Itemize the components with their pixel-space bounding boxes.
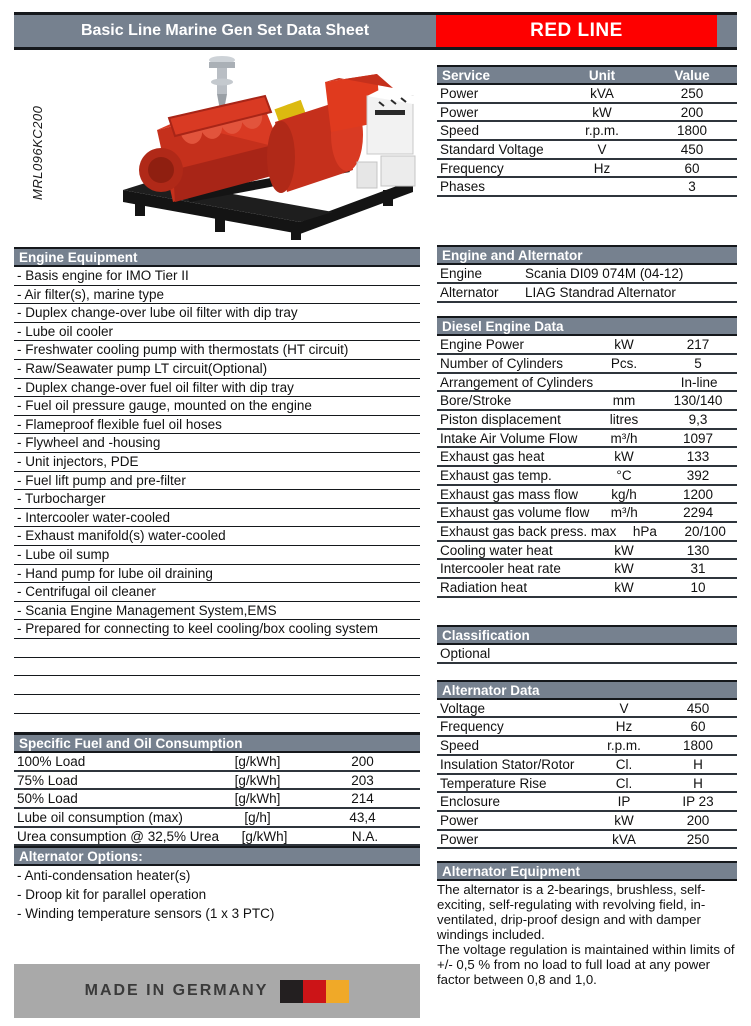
paragraph: The voltage regulation is maintained within limits of +/- 0,5 % from no load to full load at any power factor between 0,8 and 1,0. (437, 941, 735, 987)
alternator-data-body (437, 700, 737, 850)
list-item: - Exhaust manifold(s) water-cooled (14, 527, 420, 546)
flag-red-stripe (303, 980, 326, 1003)
table-row: Urea consumption @ 32,5% Urea [g/kWh] N.A. (14, 828, 420, 847)
section-title: Specific Fuel and Oil Consumption (14, 733, 420, 753)
list-item: - Prepared for connecting to keel cooling/box cooling system (14, 620, 420, 639)
table-row: Piston displacement litres 9,3 (437, 411, 737, 430)
list-item: - Unit injectors, PDE (14, 453, 420, 472)
list-item: - Raw/Seawater pump LT circuit(Optional) (14, 360, 420, 379)
list-item: - Freshwater cooling pump with thermostats (HT circuit) (14, 341, 420, 360)
table-row: Exhaust gas mass flow kg/h 1200 (437, 486, 737, 505)
table-row: Speed r.p.m. 1800 (437, 737, 737, 756)
alternator-data-section (437, 680, 737, 850)
list-item: - Droop kit for parallel operation (17, 887, 207, 903)
table-row: Lube oil consumption (max) [g/h] 43,4 (14, 809, 420, 828)
section-title: Alternator Equipment (437, 861, 737, 881)
service-table (437, 65, 737, 197)
german-flag-icon (280, 980, 349, 1003)
left-column (14, 247, 420, 923)
table-row: 75% Load [g/kWh] 203 (14, 772, 420, 791)
section-title: Diesel Engine Data (437, 316, 737, 336)
list-item: - Intercooler water-cooled (14, 509, 420, 528)
alternator-equipment-section (437, 861, 737, 987)
page-title: Basic Line Marine Gen Set Data Sheet (14, 15, 436, 47)
table-row: Engine Scania DI09 074M (04-12) (437, 265, 737, 284)
table-row: Exhaust gas back press. max hPa 20/100 (437, 523, 737, 542)
header-bar (14, 12, 737, 50)
list-item: - Anti-condensation heater(s) (17, 868, 191, 884)
fuel-consumption-body (14, 753, 420, 846)
list-item: - Hand pump for lube oil draining (14, 565, 420, 584)
list-item: - Centrifugal oil cleaner (14, 583, 420, 602)
section-title: Engine Equipment (14, 247, 420, 267)
table-row: Enclosure IP IP 23 (437, 793, 737, 812)
blank-row (14, 714, 420, 733)
engine-equipment-section (14, 247, 420, 733)
table-row: Standard Voltage V 450 (437, 141, 737, 160)
table-row: Radiation heat kW 10 (437, 579, 737, 598)
col-header-unit: Unit (588, 68, 616, 83)
right-column (437, 65, 737, 988)
table-row: Intercooler heat rate kW 31 (437, 560, 737, 579)
table-row: Power kW 200 (437, 812, 737, 831)
service-table-body (437, 85, 737, 197)
service-table-header (437, 65, 737, 85)
table-row: Power kVA 250 (437, 85, 737, 104)
list-item: - Winding temperature sensors (1 x 3 PTC) (17, 906, 275, 922)
blank-row (14, 658, 420, 677)
table-row: 50% Load [g/kWh] 214 (14, 790, 420, 809)
made-in-germany-label: MADE IN GERMANY (84, 982, 269, 999)
list-item: - Turbocharger (14, 490, 420, 509)
table-row: Power kVA 250 (437, 831, 737, 850)
genset-image (95, 52, 430, 242)
paragraph: The alternator is a 2-bearings, brushless, self-exciting, self-regulating with revolving field, in-ventilated, drip-proof design and with damper windings included. (437, 882, 706, 942)
list-item: - Duplex change-over fuel oil filter with dip tray (14, 379, 420, 398)
model-code-label: MRL096KC200 (30, 105, 45, 200)
genset-illustration (95, 52, 430, 242)
table-row: Phases 3 (437, 178, 737, 197)
section-title: Alternator Options: (14, 846, 420, 866)
table-row: Voltage V 450 (437, 700, 737, 719)
list-item: - Basis engine for IMO Tier II (14, 267, 420, 286)
brand-badge: RED LINE (436, 15, 717, 47)
table-row: Bore/Stroke mm 130/140 (437, 392, 737, 411)
section-title: Classification (437, 625, 737, 645)
table-row: Speed r.p.m. 1800 (437, 122, 737, 141)
header-bar-tail (717, 15, 737, 47)
section-title: Alternator Data (437, 680, 737, 700)
table-row: Frequency Hz 60 (437, 718, 737, 737)
engine-alternator-body (437, 265, 737, 303)
list-item: - Flameproof flexible fuel oil hoses (14, 416, 420, 435)
list-item: - Air filter(s), marine type (14, 286, 420, 305)
table-row: 100% Load [g/kWh] 200 (14, 753, 420, 772)
fuel-consumption-section (14, 733, 420, 846)
table-row: Insulation Stator/Rotor Cl. H (437, 756, 737, 775)
engine-alternator-section (437, 245, 737, 303)
table-row: Alternator LIAG Standrad Alternator (437, 284, 737, 303)
table-row: Number of Cylinders Pcs. 5 (437, 355, 737, 374)
flag-gold-stripe (326, 980, 349, 1003)
list-item: - Lube oil sump (14, 546, 420, 565)
blank-row (14, 676, 420, 695)
table-row: Exhaust gas volume flow m³/h 2294 (437, 504, 737, 523)
list-item: - Fuel oil pressure gauge, mounted on the engine (14, 397, 420, 416)
table-row: Arrangement of Cylinders In-line (437, 374, 737, 393)
alternator-options-list (14, 866, 420, 923)
col-header-value: Value (674, 68, 710, 83)
table-row: Exhaust gas heat kW 133 (437, 448, 737, 467)
blank-row (14, 695, 420, 714)
list-item: - Flywheel and -housing (14, 434, 420, 453)
col-header-service: Service (442, 68, 491, 83)
list-item: - Lube oil cooler (14, 323, 420, 342)
table-row: Frequency Hz 60 (437, 160, 737, 179)
table-row: Intake Air Volume Flow m³/h 1097 (437, 430, 737, 449)
diesel-engine-data-body (437, 336, 737, 598)
engine-equipment-list (14, 267, 420, 639)
alternator-options-section (14, 846, 420, 923)
table-row: Temperature Rise Cl. H (437, 775, 737, 794)
made-in-germany-bar (14, 964, 420, 1018)
table-row: Engine Power kW 217 (437, 336, 737, 355)
alternator-equipment-text (437, 881, 737, 987)
list-item: - Fuel lift pump and pre-filter (14, 472, 420, 491)
list-item: - Duplex change-over lube oil filter with dip tray (14, 304, 420, 323)
classification-section (437, 625, 737, 664)
flag-black-stripe (280, 980, 303, 1003)
blank-row (14, 639, 420, 658)
section-title: Engine and Alternator (437, 245, 737, 265)
diesel-engine-data-section (437, 316, 737, 598)
classification-value: Optional (437, 645, 737, 664)
table-row: Power kW 200 (437, 104, 737, 123)
table-row: Cooling water heat kW 130 (437, 542, 737, 561)
list-item: - Scania Engine Management System,EMS (14, 602, 420, 621)
table-row: Exhaust gas temp. °C 392 (437, 467, 737, 486)
